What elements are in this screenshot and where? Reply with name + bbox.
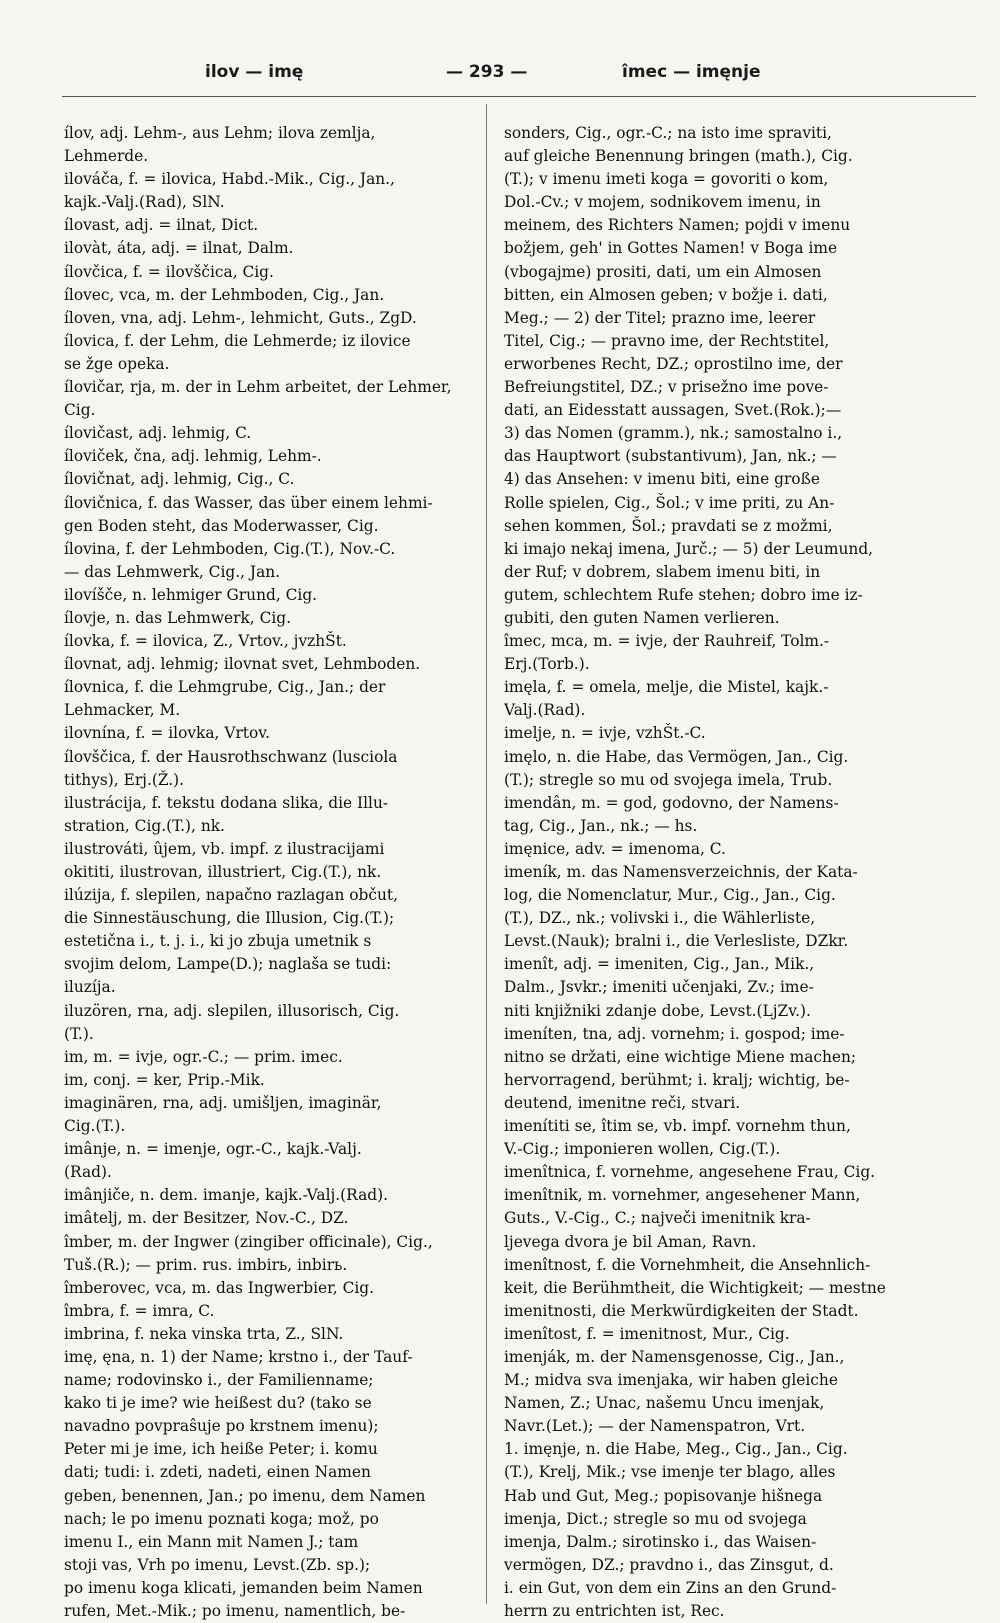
text-line: (T.), DZ., nk.; volivski i., die Wählerliste, bbox=[504, 909, 816, 928]
header-rule bbox=[62, 96, 976, 97]
text-line: Cig. bbox=[64, 401, 96, 420]
header-right-guideword: îmec — imęnje bbox=[622, 62, 761, 82]
text-line: rufen, Met.-Mik.; po imenu, namentlich, be- bbox=[64, 1602, 406, 1620]
text-line: imenja, Dict.; stregle so mu od svojega bbox=[504, 1509, 807, 1528]
text-line: (T.); v imenu imeti koga = govoriti o kom, bbox=[504, 170, 829, 189]
text-line: im, conj. = ker, Prip.-Mik. bbox=[64, 1070, 265, 1089]
text-line: imęlo, n. die Habe, das Vermögen, Jan., Cig. bbox=[504, 747, 849, 766]
text-line: 1. imęnje, n. die Habe, Meg., Cig., Jan., Cig. bbox=[504, 1440, 848, 1459]
text-line: Titel, Cig.; — pravno ime, der Rechtstitel, bbox=[504, 331, 830, 350]
text-line: ilustrováti, ûjem, vb. impf. z ilustracijami bbox=[64, 839, 385, 858]
text-line: okititi, ilustrovan, illustriert, Cig.(T.), nk. bbox=[64, 863, 382, 881]
text-line: po imenu koga klicati, jemanden beim Namen bbox=[64, 1578, 423, 1597]
text-line: iluzíja. bbox=[64, 978, 116, 997]
text-line: Erj.(Torb.). bbox=[504, 655, 590, 674]
text-line: ilováča, f. = ilovica, Habd.-Mik., Cig., Jan., bbox=[64, 170, 395, 189]
text-line: ílovje, n. das Lehmwerk, Cig. bbox=[64, 608, 292, 627]
text-line: gubiti, den guten Namen verlieren. bbox=[504, 608, 780, 627]
text-line: îmber, m. der Ingwer (zingiber officinale), Cig., bbox=[64, 1232, 433, 1251]
text-line: Dalm., Jsvkr.; imeniti učenjaki, Zv.; ime- bbox=[504, 978, 814, 997]
text-line: imânje, n. = imenje, ogr.-C., kajk.-Valj. bbox=[64, 1140, 362, 1159]
text-line: 4) das Ansehen: v imenu biti, eine große bbox=[504, 470, 820, 489]
text-line: dati, an Eidesstatt aussagen, Svet.(Rok.);— bbox=[504, 401, 842, 420]
text-line: îmec, mca, m. = ivje, der Rauhreif, Tolm.- bbox=[504, 632, 830, 651]
text-line: Guts., V.-Cig., C.; največi imenitnik kra- bbox=[504, 1209, 811, 1228]
text-line: Navr.(Let.); — der Namenspatron, Vrt. bbox=[504, 1417, 806, 1436]
text-line: keit, die Berühmtheit, die Wichtigkeit; — mestne bbox=[504, 1278, 886, 1297]
text-line: imenitnosti, die Merkwürdigkeiten der Stadt. bbox=[504, 1301, 859, 1320]
text-line: gen Boden steht, das Moderwasser, Cig. bbox=[64, 516, 379, 535]
text-line: Namen, Z.; Unac, našemu Uncu imenjak, bbox=[504, 1394, 825, 1413]
text-line: svojim delom, Lampe(D.); naglaša se tudi: bbox=[64, 955, 392, 974]
text-line: ilovíšče, n. lehmiger Grund, Cig. bbox=[64, 585, 318, 604]
text-line: ilúzija, f. slepilen, napačno razlagan občut, bbox=[64, 886, 398, 905]
text-line: imęla, f. = omela, melje, die Mistel, kajk.- bbox=[504, 678, 829, 697]
text-line: (T.), Krelj, Mik.; vse imenje ter blago, alles bbox=[504, 1463, 836, 1482]
text-line: kako ti je ime? wie heißest du? (tako se bbox=[64, 1394, 372, 1413]
text-line: imenja, Dalm.; sirotinsko i., das Waisen- bbox=[504, 1532, 817, 1551]
text-line: se žge opeka. bbox=[64, 354, 170, 373]
text-line: stoji vas, Vrh po imenu, Levst.(Zb. sp.); bbox=[64, 1555, 371, 1574]
text-line: Lehmacker, M. bbox=[64, 701, 181, 720]
text-line: imâtelj, m. der Besitzer, Nov.-C., DZ. bbox=[64, 1209, 349, 1228]
text-line: V.-Cig.; imponieren wollen, Cig.(T.). bbox=[504, 1140, 781, 1159]
text-line: imbrina, f. neka vinska trta, Z., SlN. bbox=[64, 1324, 344, 1343]
text-line: der Ruf; v dobrem, slabem imenu biti, in bbox=[504, 562, 821, 581]
text-line: Meg.; — 2) der Titel; prazno ime, leerer bbox=[504, 308, 816, 327]
text-line: herrn zu entrichten ist, Rec. bbox=[504, 1602, 725, 1620]
text-line: Dol.-Cv.; v mojem, sodnikovem imenu, in bbox=[504, 193, 821, 212]
text-line: tithys), Erj.(Ž.). bbox=[64, 770, 185, 789]
right-column bbox=[504, 122, 934, 1623]
text-line: nach; le po imenu poznati koga; mož, po bbox=[64, 1509, 379, 1528]
text-line: íloviček, čna, adj. lehmig, Lehm-. bbox=[64, 447, 322, 466]
text-line: imendân, m. = god, godovno, der Namens- bbox=[504, 793, 839, 812]
text-line: Valj.(Rad). bbox=[504, 701, 586, 720]
text-line: die Sinnestäuschung, die Illusion, Cig.(T.); bbox=[64, 909, 395, 928]
text-line: meinem, des Richters Namen; pojdi v imenu bbox=[504, 216, 851, 235]
text-line: kajk.-Valj.(Rad), SlN. bbox=[64, 193, 225, 212]
text-line: (Rad). bbox=[64, 1163, 112, 1182]
text-line: ílovščica, f. der Hausrothschwanz (lusciola bbox=[64, 747, 398, 766]
text-line: ki imajo nekaj imena, Jurč.; — 5) der Leumund, bbox=[504, 539, 874, 558]
text-line: log, die Nomenclatur, Mur., Cig., Jan., Cig. bbox=[504, 886, 836, 905]
text-line: Rolle spielen, Cig., Šol.; v ime priti, zu An- bbox=[504, 493, 835, 512]
text-line: Lehmerde. bbox=[64, 147, 149, 166]
text-line: — das Lehmwerk, Cig., Jan. bbox=[64, 562, 281, 581]
text-line: ílovnica, f. die Lehmgrube, Cig., Jan.; der bbox=[64, 678, 386, 697]
text-line: ílovka, f. = ilovica, Z., Vrtov., jvzhŠt. bbox=[64, 632, 347, 651]
text-line: estetična i., t. j. i., ki jo zbuja umetnik s bbox=[64, 932, 372, 951]
text-line: ílovina, f. der Lehmboden, Cig.(T.), Nov.-C. bbox=[64, 539, 396, 558]
text-line: erworbenes Recht, DZ.; oprostilno ime, der bbox=[504, 354, 843, 373]
text-line: Befreiungstitel, DZ.; v prisežno ime pove- bbox=[504, 378, 829, 397]
text-line: Levst.(Nauk); bralni i., die Verlesliste, DZkr. bbox=[504, 932, 849, 951]
text-line: navadno povpraŝuje po krstnem imenu); bbox=[64, 1417, 379, 1436]
text-line: ílovičnica, f. das Wasser, das über einem lehmi- bbox=[64, 493, 433, 512]
text-line: (T.); stregle so mu od svojega imela, Trub. bbox=[504, 770, 833, 789]
text-line: ljevega dvora je bil Aman, Ravn. bbox=[504, 1232, 757, 1251]
text-line: das Hauptwort (substantivum), Jan, nk.; — bbox=[504, 447, 837, 466]
text-line: imenu I., ein Mann mit Namen J.; tam bbox=[64, 1532, 359, 1551]
text-line: (T.). bbox=[64, 1024, 94, 1043]
text-line: imelje, n. = ivje, vzhŠt.-C. bbox=[504, 724, 706, 743]
text-line: deutend, imenitne reči, stvari. bbox=[504, 1093, 741, 1112]
text-line: imânjiče, n. dem. imanje, kajk.-Valj.(Rad). bbox=[64, 1186, 389, 1205]
text-line: imenîtnica, f. vornehme, angesehene Frau, Cig. bbox=[504, 1163, 876, 1182]
text-line: 3) das Nomen (gramm.), nk.; samostalno i., bbox=[504, 424, 843, 443]
text-line: hervorragend, berühmt; i. kralj; wichtig, be- bbox=[504, 1070, 850, 1089]
text-line: božjem, geh' in Gottes Namen! v Boga ime bbox=[504, 239, 838, 258]
header-left-guideword: ilov — imę bbox=[205, 62, 304, 82]
text-line: Cig.(T.). bbox=[64, 1117, 126, 1136]
text-line: ílovičast, adj. lehmig, C. bbox=[64, 424, 252, 443]
text-line: íloven, vna, adj. Lehm-, lehmicht, Guts., ZgD. bbox=[64, 308, 417, 327]
text-line: ílovnat, adj. lehmig; ilovnat svet, Lehmboden. bbox=[64, 655, 421, 674]
text-line: ilovàt, áta, adj. = ilnat, Dalm. bbox=[64, 239, 294, 258]
text-line: imenítiti se, îtim se, vb. impf. vornehm thun, bbox=[504, 1117, 851, 1136]
text-line: îmberovec, vca, m. das Ingwerbier, Cig. bbox=[64, 1278, 375, 1297]
text-line: ilustrácija, f. tekstu dodana slika, die Illu- bbox=[64, 793, 389, 812]
text-line: imęnice, adv. = imenoma, C. bbox=[504, 839, 726, 858]
text-line: gutem, schlechtem Rufe stehen; dobro ime iz- bbox=[504, 585, 863, 604]
text-line: M.; midva sva imenjaka, wir haben gleiche bbox=[504, 1371, 838, 1390]
text-line: imę, ęna, n. 1) der Name; krstno i., der Tauf- bbox=[64, 1347, 413, 1366]
page-number: — 293 — bbox=[446, 62, 528, 82]
text-line: name; rodovinsko i., der Familienname; bbox=[64, 1371, 374, 1390]
text-line: ílovčica, f. = ilovščica, Cig. bbox=[64, 262, 274, 281]
text-line: imenîtost, f. = imenitnost, Mur., Cig. bbox=[504, 1324, 790, 1343]
text-line: Tuš.(R.); — prim. rus. imbirь, inbirь. bbox=[64, 1255, 348, 1274]
text-line: nitno se držati, eine wichtige Miene machen; bbox=[504, 1047, 857, 1066]
text-line: sonders, Cig., ogr.-C.; na isto ime spraviti, bbox=[504, 124, 832, 142]
text-line: dati; tudi: i. zdeti, nadeti, einen Namen bbox=[64, 1463, 371, 1482]
text-line: ílovičar, rja, m. der in Lehm arbeitet, der Lehmer, bbox=[64, 378, 452, 397]
text-line: ílovec, vca, m. der Lehmboden, Cig., Jan. bbox=[64, 285, 385, 304]
text-line: imenît, adj. = imeniten, Cig., Jan., Mik., bbox=[504, 955, 815, 974]
text-line: Peter mi je ime, ich heiße Peter; i. komu bbox=[64, 1440, 378, 1459]
text-line: niti knjižniki zdanje dobe, Levst.(LjZv.). bbox=[504, 1001, 811, 1020]
text-line: stration, Cig.(T.), nk. bbox=[64, 816, 225, 835]
text-line: ilovnína, f. = ilovka, Vrtov. bbox=[64, 724, 271, 743]
text-line: i. ein Gut, von dem ein Zins an den Grund- bbox=[504, 1578, 837, 1597]
text-line: Hab und Gut, Meg.; popisovanje hišnega bbox=[504, 1486, 823, 1505]
text-line: imenîtnik, m. vornehmer, angesehener Mann, bbox=[504, 1186, 861, 1205]
text-line: ílovičnat, adj. lehmig, Cig., C. bbox=[64, 470, 295, 489]
text-line: (vbogajme) prositi, dati, um ein Almosen bbox=[504, 262, 822, 281]
text-line: imaginären, rna, adj. umišljen, imaginär, bbox=[64, 1093, 382, 1112]
text-line: auf gleiche Benennung bringen (math.), Cig. bbox=[504, 147, 853, 166]
text-line: ílov, adj. Lehm-, aus Lehm; ilova zemlja, bbox=[64, 124, 376, 142]
text-line: sehen kommen, Šol.; pravdati se z možmi, bbox=[504, 516, 833, 535]
text-line: ílovica, f. der Lehm, die Lehmerde; iz ilovice bbox=[64, 331, 411, 350]
text-line: ílovast, adj. = ilnat, Dict. bbox=[64, 216, 259, 235]
left-column bbox=[64, 122, 494, 1623]
text-line: bitten, ein Almosen geben; v božje i. dati, bbox=[504, 285, 828, 304]
text-line: iluzören, rna, adj. slepilen, illusorisch, Cig. bbox=[64, 1001, 400, 1020]
text-line: tag, Cig., Jan., nk.; — hs. bbox=[504, 816, 698, 835]
running-header bbox=[0, 62, 1000, 92]
text-line: îmbra, f. = imra, C. bbox=[64, 1301, 215, 1320]
text-line: geben, benennen, Jan.; po imenu, dem Namen bbox=[64, 1486, 426, 1505]
text-line: im, m. = ivje, ogr.-C.; — prim. imec. bbox=[64, 1047, 343, 1066]
text-line: imenják, m. der Namensgenosse, Cig., Jan., bbox=[504, 1347, 845, 1366]
text-line: imeník, m. das Namensverzeichnis, der Kata- bbox=[504, 863, 858, 881]
text-line: vermögen, DZ.; pravdno i., das Zinsgut, d. bbox=[504, 1555, 834, 1574]
text-line: imeníten, tna, adj. vornehm; i. gospod; ime- bbox=[504, 1024, 845, 1043]
text-line: imenîtnost, f. die Vornehmheit, die Ansehnlich- bbox=[504, 1255, 871, 1274]
